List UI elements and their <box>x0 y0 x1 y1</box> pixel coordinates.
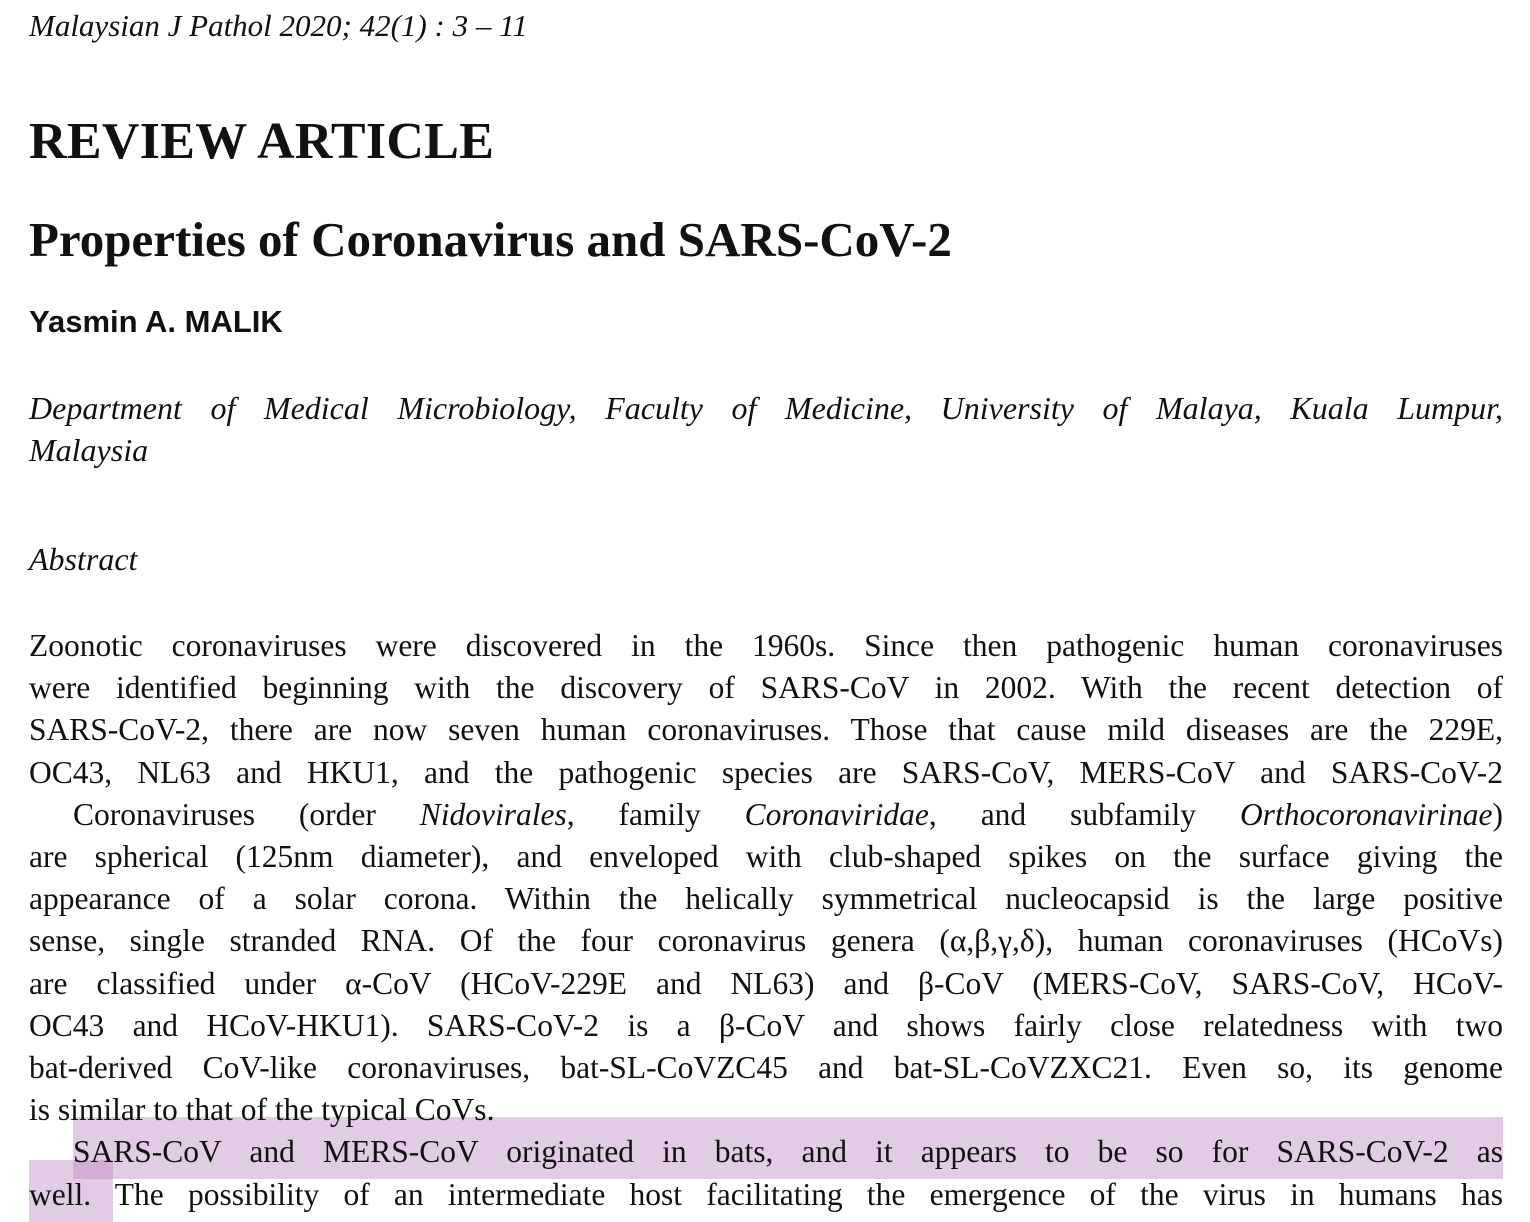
abstract-body <box>29 625 1503 1216</box>
text-run: ) <box>1492 796 1503 832</box>
text-line: OC43 and HCoV-HKU1). SARS-CoV-2 is a β-CoV and shows fairly close relatedness with two <box>29 1007 1503 1043</box>
highlighted-text-line: SARS-CoV and MERS-CoV originated in bats, and it appears to be so for SARS-CoV-2 as <box>73 1134 1503 1170</box>
highlighted-text: well. <box>29 1176 92 1212</box>
abstract-heading: Abstract <box>29 541 138 577</box>
text-run: , and subfamily <box>928 796 1240 832</box>
taxon-order: Nidovirales <box>419 796 567 832</box>
affiliation-line: Department of Medical Microbiology, Faculty of Medicine, University of Malaya, Kuala Lumpur, <box>29 390 1503 426</box>
article-title: Properties of Coronavirus and SARS-CoV-2 <box>29 212 952 267</box>
abstract-paragraph-3 <box>29 1131 1503 1215</box>
text-line: bat-derived CoV-like coronaviruses, bat-SL-CoVZC45 and bat-SL-CoVZXC21. Even so, its genome <box>29 1050 1503 1086</box>
text-run: , family <box>566 796 745 832</box>
article-type-heading: REVIEW ARTICLE <box>29 113 495 170</box>
text-line: is similar to that of the typical CoVs. <box>29 1092 495 1128</box>
text-line: sense, single stranded RNA. Of the four coronavirus genera (α,β,γ,δ), human coronaviruses (HCoVs) <box>29 923 1503 959</box>
article-page <box>29 0 1503 1222</box>
text-run: Coronaviruses (order <box>73 796 420 832</box>
text-line: OC43, NL63 and HKU1, and the pathogenic species are SARS-CoV, MERS-CoV and SARS-CoV-2 <box>29 754 1503 790</box>
text-line: are spherical (125nm diameter), and enveloped with club-shaped spikes on the surface giving the <box>29 839 1503 875</box>
text-line: appearance of a solar corona. Within the helically symmetrical nucleocapsid is the large positive <box>29 881 1503 917</box>
abstract-paragraph-1 <box>29 625 1503 794</box>
affiliation-line: Malaysia <box>29 432 149 468</box>
text-line: are classified under α-CoV (HCoV-229E and NL63) and β-CoV (MERS-CoV, SARS-CoV, HCoV- <box>29 965 1503 1001</box>
text-line <box>29 1174 1503 1216</box>
taxon-family: Coronaviridae <box>744 796 929 832</box>
text-line: SARS-CoV-2, there are now seven human coronaviruses. Those that cause mild diseases are the 229E, <box>29 712 1503 748</box>
author-affiliation <box>29 387 1503 471</box>
text-run: The possibility of an intermediate host facilitating the emergence of the virus in humans has <box>91 1176 1503 1212</box>
text-line: Zoonotic coronaviruses were discovered in the 1960s. Since then pathogenic human coronaviruses <box>29 628 1503 663</box>
text-line <box>29 794 1503 836</box>
taxon-subfamily: Orthocoronavirinae <box>1239 796 1493 832</box>
running-head: Malaysian J Pathol 2020; 42(1) : 3 – 11 <box>29 8 528 43</box>
abstract-paragraph-2 <box>29 794 1503 1132</box>
author-name: Yasmin A. MALIK <box>29 304 283 339</box>
text-line: were identified beginning with the discovery of SARS-CoV in 2002. With the recent detection of <box>29 670 1503 706</box>
